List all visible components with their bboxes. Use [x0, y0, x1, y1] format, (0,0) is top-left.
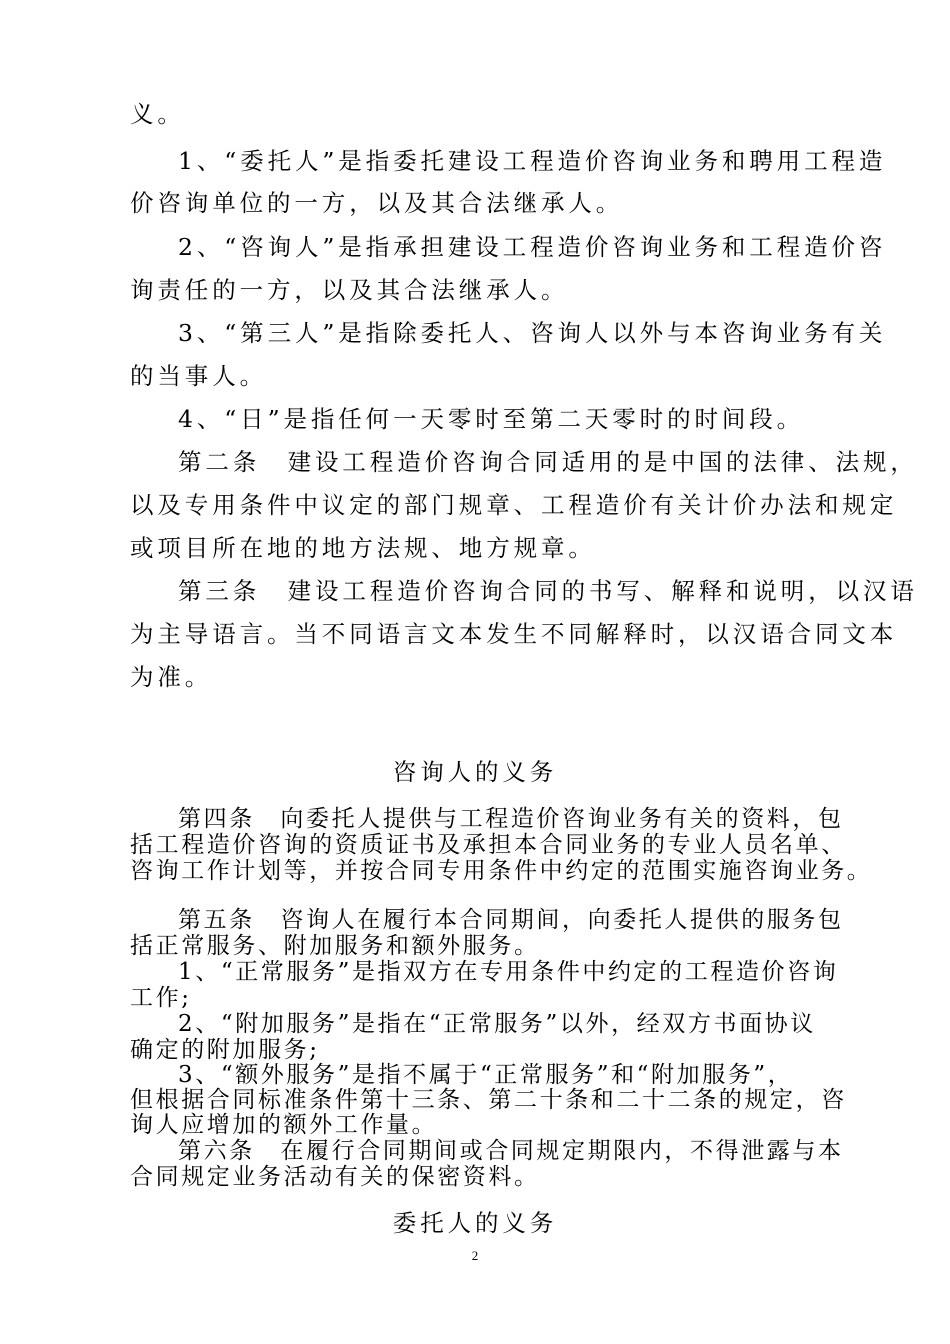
paragraph-line: 但根据合同标准条件第十三条、第二十条和二十二条的规定，咨 [130, 1087, 847, 1113]
paragraph-line: 第四条 向委托人提供与工程造价咨询业务有关的资料，包 [178, 806, 844, 832]
paragraph-line: 为主导语言。当不同语言文本发生不同解释时，以汉语合同文本 [130, 620, 898, 648]
paragraph-line: 第六条 在履行合同期间或合同规定期限内，不得泄露与本 [178, 1138, 844, 1164]
paragraph-line: 为准。 [130, 663, 213, 691]
paragraph-line: 3、“额外服务”是指不属于“正常服务”和“附加服务”， [178, 1062, 794, 1088]
paragraph-line: 询人应增加的额外工作量。 [130, 1112, 438, 1138]
paragraph-line: 第三条 建设工程造价咨询合同的书写、解释和说明，以汉语 [178, 577, 918, 605]
paragraph-line: 工作; [130, 985, 192, 1011]
paragraph-line: 括正常服务、附加服务和额外服务。 [130, 933, 540, 959]
section-heading-client-duties: 委托人的义务 [392, 1209, 558, 1237]
paragraph-line: 咨询工作计划等，并按合同专用条件中约定的范围实施咨询业务。 [130, 858, 873, 884]
paragraph-line: 的当事人。 [130, 362, 267, 390]
paragraph-line: 3、“第三人”是指除委托人、咨询人以外与本咨询业务有关 [178, 319, 887, 347]
paragraph-line: 询责任的一方，以及其合法继承人。 [130, 276, 569, 304]
paragraph-line: 第二条 建设工程造价咨询合同适用的是中国的法律、法规， [178, 448, 918, 476]
paragraph-line: 1、“委托人”是指委托建设工程造价咨询业务和聘用工程造 [178, 147, 887, 175]
page-number: 2 [471, 1248, 479, 1263]
paragraph-line: 括工程造价咨询的资质证书及承担本合同业务的专业人员名单、 [130, 832, 847, 858]
section-heading-consultant-duties: 咨询人的义务 [392, 758, 558, 786]
paragraph-line: 合同规定业务活动有关的保密资料。 [130, 1164, 540, 1190]
paragraph-line: 2、“附加服务”是指在“正常服务”以外，经双方书面协议 [178, 1011, 816, 1037]
paragraph-line: 以及专用条件中议定的部门规章、工程造价有关计价办法和规定 [130, 491, 898, 519]
paragraph-line: 义。 [130, 100, 185, 128]
paragraph-line: 4、“日”是指任何一天零时至第二天零时的时间段。 [178, 405, 805, 433]
paragraph-line: 或项目所在地的地方法规、地方规章。 [130, 534, 596, 562]
paragraph-line: 1、“正常服务”是指双方在专用条件中约定的工程造价咨询 [178, 959, 839, 985]
paragraph-line: 第五条 咨询人在履行本合同期间，向委托人提供的服务包 [178, 907, 844, 933]
paragraph-line: 2、“咨询人”是指承担建设工程造价咨询业务和工程造价咨 [178, 233, 887, 261]
paragraph-line: 价咨询单位的一方，以及其合法继承人。 [130, 189, 624, 217]
paragraph-line: 确定的附加服务; [130, 1037, 320, 1063]
